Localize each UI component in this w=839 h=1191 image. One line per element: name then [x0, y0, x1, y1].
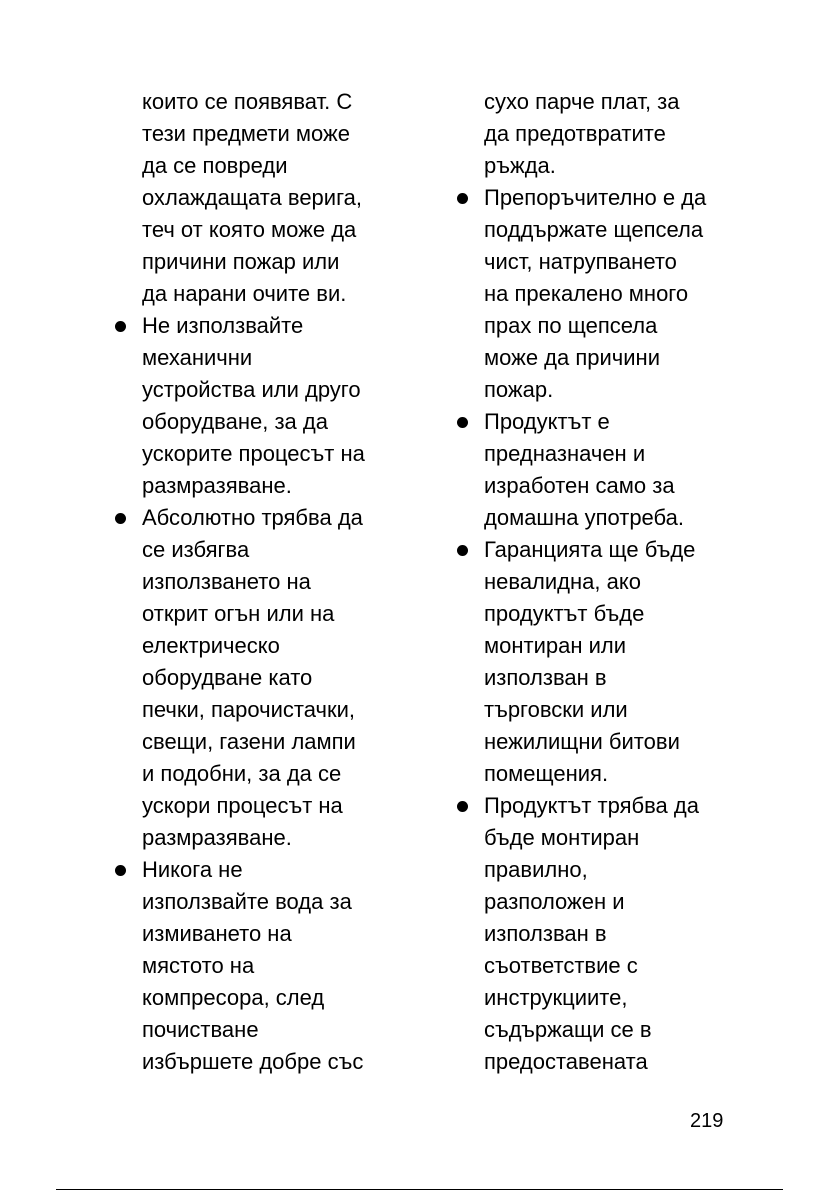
text-line [111, 630, 373, 662]
bullet-icon [457, 417, 468, 428]
text-line [453, 1014, 715, 1046]
line-text: да нарани очите ви. [142, 281, 347, 306]
line-text: Продуктът трябва да [484, 793, 699, 818]
text-line [453, 950, 715, 982]
line-text: предоставената [484, 1049, 648, 1074]
text-line [111, 726, 373, 758]
line-text: Продуктът е [484, 409, 610, 434]
text-line [453, 598, 715, 630]
line-text: и подобни, за да се [142, 761, 342, 786]
line-text: пожар. [484, 377, 554, 402]
line-text: бъде монтиран [484, 825, 640, 850]
bullet-line [111, 854, 373, 886]
text-line [453, 694, 715, 726]
line-text: измиването на [142, 921, 292, 946]
text-line [453, 86, 715, 118]
text-line [111, 566, 373, 598]
text-line [111, 534, 373, 566]
text-line [111, 182, 373, 214]
bullet-line [453, 790, 715, 822]
line-text: причини пожар или [142, 249, 340, 274]
text-line [111, 1046, 373, 1078]
line-text: оборудване, за да [142, 409, 328, 434]
text-line [453, 822, 715, 854]
line-text: механични [142, 345, 253, 370]
line-text: помещения. [484, 761, 609, 786]
line-text: мястото на [142, 953, 255, 978]
text-line [111, 342, 373, 374]
text-line [453, 118, 715, 150]
line-text: Не използвайте [142, 313, 304, 338]
text-line [453, 982, 715, 1014]
line-text: използван в [484, 921, 607, 946]
text-line [111, 694, 373, 726]
line-text: използван в [484, 665, 607, 690]
line-text: ръжда. [484, 153, 556, 178]
line-text: инструкциите, [484, 985, 628, 1010]
text-line [453, 374, 715, 406]
text-line [453, 1046, 715, 1078]
line-text: на прекалено много [484, 281, 689, 306]
line-text: ускорите процесът на [142, 441, 365, 466]
left-column [111, 86, 373, 1078]
line-text: невалидна, ако [484, 569, 641, 594]
line-text: ускори процесът на [142, 793, 343, 818]
bullet-icon [457, 545, 468, 556]
line-text: разположен и [484, 889, 625, 914]
text-line [111, 150, 373, 182]
line-text: домашна употреба. [484, 505, 684, 530]
line-text: почистване [142, 1017, 259, 1042]
text-line [111, 278, 373, 310]
line-text: да предотвратите [484, 121, 666, 146]
text-line [453, 886, 715, 918]
line-text: да се повреди [142, 153, 288, 178]
line-text: печки, парочистачки, [142, 697, 355, 722]
text-line [111, 214, 373, 246]
footer-rule [56, 1189, 783, 1190]
line-text: съответствие с [484, 953, 638, 978]
line-text: охлаждащата верига, [142, 185, 362, 210]
line-text: устройства или друго [142, 377, 361, 402]
line-text: търговски или [484, 697, 628, 722]
line-text: Никога не [142, 857, 243, 882]
bullet-line [111, 502, 373, 534]
line-text: изработен само за [484, 473, 675, 498]
line-text: размразяване. [142, 473, 292, 498]
line-text: свещи, газени лампи [142, 729, 356, 754]
bullet-icon [115, 321, 126, 332]
text-line [111, 86, 373, 118]
line-text: избършете добре със [142, 1049, 364, 1074]
text-line [453, 726, 715, 758]
text-line [111, 246, 373, 278]
text-line [453, 278, 715, 310]
line-text: открит огън или на [142, 601, 335, 626]
line-text: електрическо [142, 633, 280, 658]
line-text: сухо парче плат, за [484, 89, 680, 114]
bullet-icon [115, 865, 126, 876]
text-line [111, 598, 373, 630]
text-line [111, 1014, 373, 1046]
text-line [453, 854, 715, 886]
text-line [111, 950, 373, 982]
text-line [453, 662, 715, 694]
text-line [453, 438, 715, 470]
line-text: монтиран или [484, 633, 627, 658]
line-text: оборудване като [142, 665, 313, 690]
bullet-line [453, 534, 715, 566]
text-line [111, 406, 373, 438]
text-line [453, 150, 715, 182]
line-text: се избягва [142, 537, 250, 562]
line-text: теч от която може да [142, 217, 357, 242]
text-line [453, 214, 715, 246]
bullet-icon [457, 193, 468, 204]
text-line [453, 918, 715, 950]
right-column [453, 86, 715, 1078]
line-text: тези предмети може [142, 121, 350, 146]
text-line [111, 662, 373, 694]
line-text: съдържащи се в [484, 1017, 652, 1042]
bullet-icon [115, 513, 126, 524]
text-line [111, 758, 373, 790]
text-line [111, 374, 373, 406]
text-line [111, 918, 373, 950]
page-number: 219 [690, 1110, 724, 1132]
text-line [453, 246, 715, 278]
line-text: компресора, след [142, 985, 325, 1010]
line-text: правилно, [484, 857, 588, 882]
line-text: предназначен и [484, 441, 646, 466]
line-text: които се появяват. С [142, 89, 353, 114]
line-text: чист, натрупването [484, 249, 677, 274]
line-text: Препоръчително е да [484, 185, 707, 210]
text-line [111, 886, 373, 918]
text-line [453, 310, 715, 342]
line-text: използвайте вода за [142, 889, 352, 914]
text-line [111, 438, 373, 470]
text-line [111, 982, 373, 1014]
text-line [111, 822, 373, 854]
line-text: поддържате щепсела [484, 217, 704, 242]
bullet-icon [457, 801, 468, 812]
text-line [111, 118, 373, 150]
text-line [453, 758, 715, 790]
line-text: продуктът бъде [484, 601, 645, 626]
text-line [453, 342, 715, 374]
line-text: нежилищни битови [484, 729, 680, 754]
line-text: може да причини [484, 345, 660, 370]
text-line [453, 566, 715, 598]
text-line [453, 502, 715, 534]
bullet-line [111, 310, 373, 342]
bullet-line [453, 406, 715, 438]
line-text: размразяване. [142, 825, 292, 850]
line-text: прах по щепсела [484, 313, 658, 338]
line-text: използването на [142, 569, 311, 594]
line-text: Гаранцията ще бъде [484, 537, 696, 562]
bullet-line [453, 182, 715, 214]
text-line [111, 790, 373, 822]
text-line [111, 470, 373, 502]
text-line [453, 630, 715, 662]
line-text: Абсолютно трябва да [142, 505, 363, 530]
text-line [453, 470, 715, 502]
